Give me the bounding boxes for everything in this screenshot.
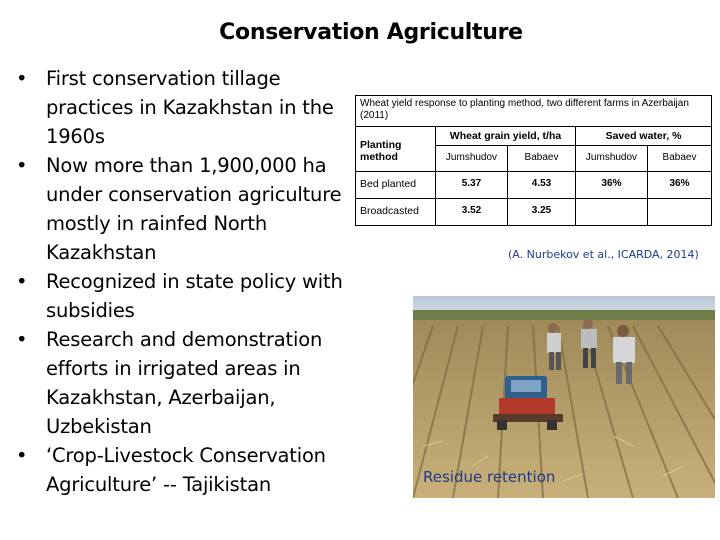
yield-group-header: Wheat grain yield, t/ha <box>436 127 576 146</box>
table-row-label: Bed planted <box>356 172 436 199</box>
bullet-item <box>14 151 354 267</box>
table-cell <box>648 199 712 226</box>
field-photo <box>413 296 715 498</box>
table-cell: 36% <box>648 172 712 199</box>
bullet-text: Now more than 1,900,000 ha under conservation agriculture mostly in rainfed North Kazakhstan <box>46 154 342 264</box>
citation: (A. Nurbekov et al., ICARDA, 2014) <box>508 248 699 261</box>
table-cell: 3.52 <box>436 199 508 226</box>
bullet-item <box>14 64 354 151</box>
table-caption: Wheat yield response to planting method, two different farms in Azerbaijan (2011) <box>356 96 712 127</box>
bullet-item <box>14 441 354 499</box>
farm-header: Babaev <box>508 146 576 172</box>
table-cell: 4.53 <box>508 172 576 199</box>
bullet-dot-icon: • <box>16 328 28 351</box>
bullet-item <box>14 325 354 441</box>
photo-caption: Residue retention <box>423 468 556 486</box>
bullet-dot-icon: • <box>16 270 28 293</box>
bullet-dot-icon: • <box>16 154 28 177</box>
bullet-text: Research and demonstration efforts in irrigated areas in Kazakhstan, Azerbaijan, Uzbekistan <box>46 328 323 438</box>
table-cell <box>576 199 648 226</box>
table-cell: 3.25 <box>508 199 576 226</box>
farm-header: Jumshudov <box>436 146 508 172</box>
table-cell: 5.37 <box>436 172 508 199</box>
slide-title: Conservation Agriculture <box>219 20 523 45</box>
farm-header: Babaev <box>648 146 712 172</box>
table-cell: 36% <box>576 172 648 199</box>
bullet-text: Recognized in state policy with subsidies <box>46 270 343 322</box>
bullet-dot-icon: • <box>16 444 28 467</box>
bullet-item <box>14 267 354 325</box>
planting-method-header: Planting method <box>356 127 436 172</box>
bullet-text: ‘Crop-Livestock Conservation Agriculture’ -- Tajikistan <box>46 444 326 496</box>
bullet-dot-icon: • <box>16 67 28 90</box>
bullet-list <box>14 64 354 499</box>
farm-header: Jumshudov <box>576 146 648 172</box>
yield-table <box>355 95 712 226</box>
water-group-header: Saved water, % <box>576 127 712 146</box>
table-row-label: Broadcasted <box>356 199 436 226</box>
bullet-text: First conservation tillage practices in Kazakhstan in the 1960s <box>46 67 334 148</box>
